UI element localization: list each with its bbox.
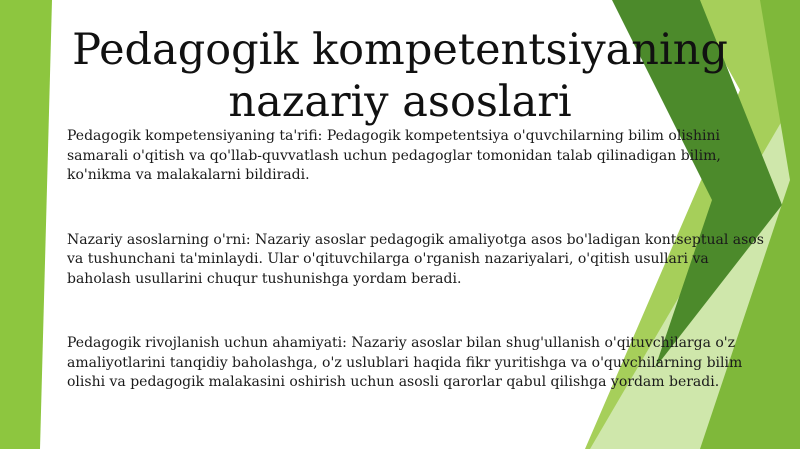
left-green-bar (0, 0, 52, 449)
paragraph-role-of-theory: Nazariy asoslarning o'rni: Nazariy asoslar pedagogik amaliyotga asos bo'ladigan kontseptual asos va tushunchani ta'minlaydi. Ular o'qituvchilarga o'rganish nazariyalari, o'qitish usullari va baholash usullarini chuqur tushunishga yordam beradi. (67, 231, 764, 287)
slide-title: Pedagogik kompetentsiyaning nazariy asoslari (72, 25, 728, 127)
slide-body (67, 127, 767, 393)
paragraph-importance: Pedagogik rivojlanish uchun ahamiyati: Nazariy asoslar bilan shug'ullanish o'qituvchilarga o'z amaliyotlarini tanqidiy baholashga, o'z uslublari haqida fikr yuritishga va o'quvchilarning bilim olishi va pedagogik malakasini oshirish uchun asosli qarorlar qabul qilishga yordam beradi. (67, 335, 743, 390)
paragraph-definition: Pedagogik kompetensiyaning ta'rifi: Pedagogik kompetentsiya o'quvchilarning bilim olishini samarali o'qitish va qo'llab-quvvatlash uchun pedagoglar tomonidan talab qilinadigan bilim, ko'nikma va malakalarni bildiradi. (67, 128, 721, 183)
